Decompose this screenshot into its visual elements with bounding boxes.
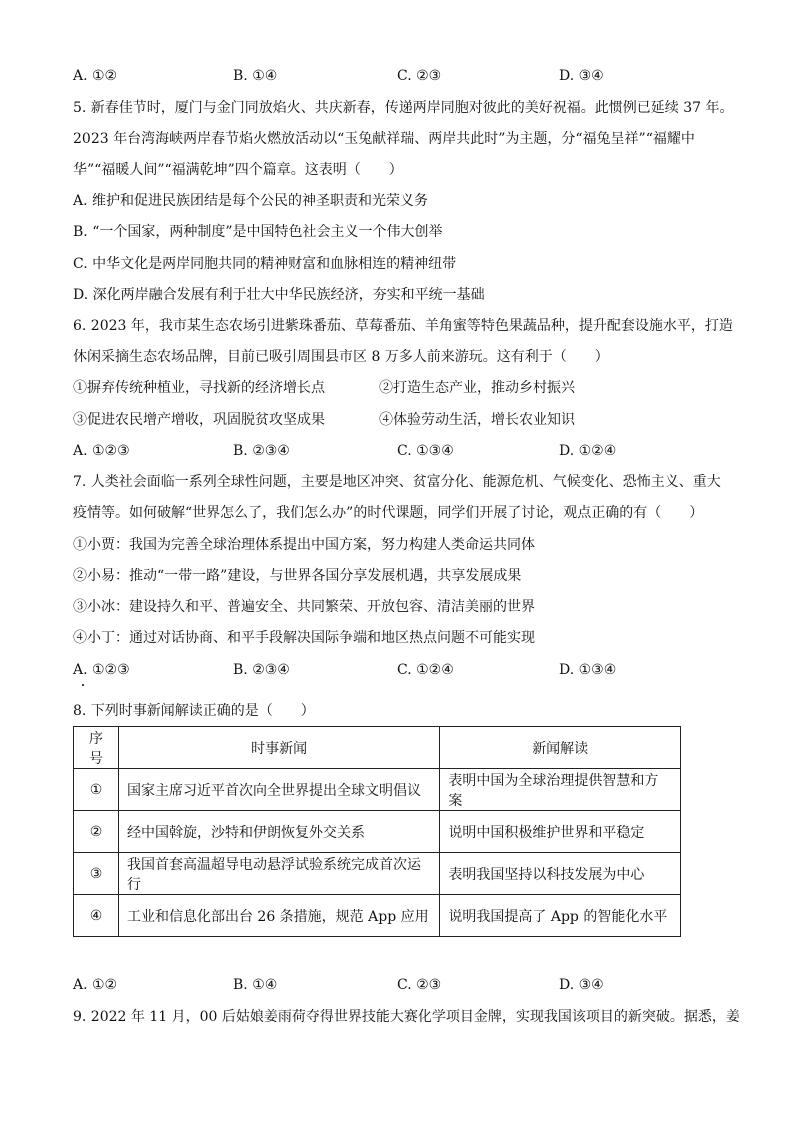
q7-stem-line-2: 疫情等。如何破解“世界怎么了，我们怎么办”的时代课题，同学们开展了讨论，观点正确的有（ ） bbox=[73, 505, 704, 521]
q5-option-a: A. 维护和促进民族团结是每个公民的神圣职责和光荣义务 bbox=[73, 193, 429, 209]
q7-stem-line-1: 7. 人类社会面临一系列全球性问题，主要是地区冲突、贫富分化、能源危机、气候变化、恐怖主义、重大 bbox=[73, 474, 721, 490]
row-news: 国家主席习近平首次向全世界提出全球文明倡议 bbox=[118, 769, 439, 811]
q7-item-4: ④小丁：通过对话协商、和平手段解决国际争端和地区热点问题不可能实现 bbox=[73, 630, 535, 646]
q6-item-3: ③促进农民增产增收，巩固脱贫攻坚成果 bbox=[73, 412, 325, 428]
q8-option-d: D. ③④ bbox=[559, 977, 604, 993]
row-news: 工业和信息化部出台 26 条措施，规范 App 应用 bbox=[118, 895, 439, 937]
q5-stem-line-1: 5. 新春佳节时，厦门与金门同放焰火、共庆新春，传递两岸同胞对彼此的美好祝福。此惯例已延续 37 年。 bbox=[73, 100, 734, 116]
table-row bbox=[74, 853, 681, 895]
q4-option-d: D. ③④ bbox=[559, 68, 604, 84]
q4-option-a: A. ①② bbox=[73, 68, 118, 84]
q6-stem-line-2: 休闲采摘生态农场品牌，目前已吸引周围县市区 8 万多人前来游玩。这有利于（ ） bbox=[73, 349, 609, 365]
q8-option-b: B. ①④ bbox=[233, 977, 278, 993]
header-interpretation: 新闻解读 bbox=[440, 727, 681, 769]
q6-items-row-2 bbox=[73, 410, 733, 430]
q7-item-1: ①小贾：我国为完善全球治理体系提出中国方案，努力构建人类命运共同体 bbox=[73, 537, 535, 553]
q6-option-d: D. ①②④ bbox=[559, 443, 617, 459]
q5-option-c: C. 中华文化是两岸同胞共同的精神财富和血脉相连的精神纽带 bbox=[73, 256, 457, 272]
q8-stem: 8. 下列时事新闻解读正确的是（ ） bbox=[73, 703, 315, 719]
row-interpretation: 说明我国提高了 App 的智能化水平 bbox=[440, 895, 681, 937]
header-index: 序号 bbox=[74, 727, 119, 769]
q5-stem-line-3: 华”“福暖人间”“福满乾坤”四个篇章。这表明（ ） bbox=[73, 162, 403, 178]
row-interpretation: 表明我国坚持以科技发展为中心 bbox=[440, 853, 681, 895]
table-row bbox=[74, 811, 681, 853]
news-table-header bbox=[74, 727, 681, 769]
q6-option-a: A. ①②③ bbox=[73, 443, 130, 459]
q6-item-1: ①摒弃传统种植业，寻找新的经济增长点 bbox=[73, 380, 325, 396]
q8-option-a: A. ①② bbox=[73, 977, 118, 993]
row-index: ② bbox=[74, 811, 119, 853]
table-row bbox=[74, 769, 681, 811]
row-index: ④ bbox=[74, 895, 119, 937]
stray-dot bbox=[82, 684, 84, 686]
q7-option-b: B. ②③④ bbox=[233, 662, 290, 678]
q7-option-d: D. ①③④ bbox=[559, 662, 617, 678]
q4-options bbox=[73, 66, 733, 86]
table-row bbox=[74, 895, 681, 937]
q6-items-row-1 bbox=[73, 378, 733, 398]
row-news: 我国首套高温超导电动悬浮试验系统完成首次运行 bbox=[118, 853, 439, 895]
q8-options bbox=[73, 975, 733, 995]
q7-options bbox=[73, 660, 733, 680]
q8-option-c: C. ②③ bbox=[397, 977, 442, 993]
q7-option-a: A. ①②③ bbox=[73, 662, 130, 678]
q6-options bbox=[73, 441, 733, 461]
q6-option-c: C. ①③④ bbox=[397, 443, 454, 459]
q4-option-c: C. ②③ bbox=[397, 68, 442, 84]
q7-item-3: ③小冰：建设持久和平、普遍安全、共同繁荣、开放包容、清洁美丽的世界 bbox=[73, 599, 535, 615]
row-interpretation: 说明中国积极维护世界和平稳定 bbox=[440, 811, 681, 853]
row-index: ③ bbox=[74, 853, 119, 895]
q6-item-2: ②打造生态产业，推动乡村振兴 bbox=[379, 380, 575, 396]
q5-option-d: D. 深化两岸融合发展有利于壮大中华民族经济，夯实和平统一基础 bbox=[73, 287, 485, 303]
q7-option-c: C. ①②④ bbox=[397, 662, 454, 678]
q5-option-b: B. “一个国家，两种制度”是中国特色社会主义一个伟大创举 bbox=[73, 224, 443, 240]
row-index: ① bbox=[74, 769, 119, 811]
q6-stem-line-1: 6. 2023 年，我市某生态农场引进紫珠番茄、草莓番茄、羊角蜜等特色果蔬品种，提升配套设施水平，打造 bbox=[73, 318, 733, 334]
q6-item-4: ④体验劳动生活，增长农业知识 bbox=[379, 412, 575, 428]
row-news: 经中国斡旋，沙特和伊朗恢复外交关系 bbox=[118, 811, 439, 853]
q9-stem-line-1: 9. 2022 年 11 月，00 后姑娘姜雨荷夺得世界技能大赛化学项目金牌，实现我国该项目的新突破。据悉，姜 bbox=[73, 1009, 740, 1025]
news-table bbox=[73, 726, 681, 937]
row-interpretation: 表明中国为全球治理提供智慧和方案 bbox=[440, 769, 681, 811]
header-news: 时事新闻 bbox=[118, 727, 439, 769]
q6-option-b: B. ②③④ bbox=[233, 443, 290, 459]
q5-stem-line-2: 2023 年台湾海峡两岸春节焰火燃放活动以“玉兔献祥瑞、两岸共此时”为主题，分“福兔呈祥”“福耀中 bbox=[73, 131, 695, 147]
q7-item-2: ②小易：推动“一带一路”建设，与世界各国分享发展机遇，共享发展成果 bbox=[73, 568, 522, 584]
q4-option-b: B. ①④ bbox=[233, 68, 278, 84]
